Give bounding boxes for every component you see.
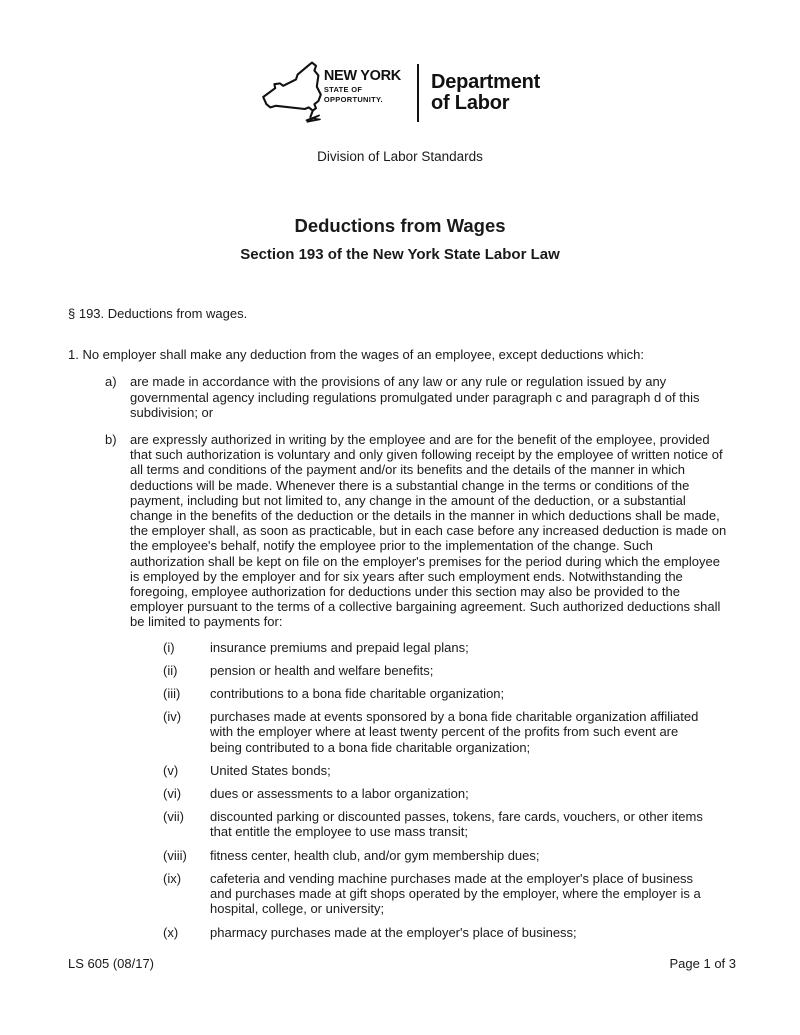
form-number: LS 605 (08/17) — [68, 956, 155, 971]
document-title: Deductions from Wages — [294, 215, 506, 236]
page-indicator: Page 1 of 3 — [669, 956, 736, 971]
list-item-ii — [68, 663, 734, 678]
item-text: contributions to a bona fide charitable organization; — [210, 686, 505, 702]
item-label: (iii) — [163, 686, 181, 702]
document-footer — [68, 956, 736, 971]
item-text: United States bonds; — [210, 762, 331, 778]
item-text: discounted parking or discounted passes, tokens, fare cards, vouchers, or other items that entitle the employee to use mass transit; — [210, 809, 703, 840]
item-label: (v) — [163, 762, 179, 778]
item-text: cafeteria and vending machine purchases made at the employer's place of business and purchases made at gift shops operated by the employer, where the employer is a hospital, college, or university; — [210, 870, 701, 917]
list-item-ix — [68, 871, 734, 917]
logo-department-name — [431, 72, 540, 114]
item-label: (ix) — [163, 870, 182, 886]
brand-newyork-label: NEW YORK — [323, 67, 401, 84]
list-item-x — [68, 925, 734, 940]
department-line2: of Labor — [430, 92, 510, 114]
list-item-i — [68, 640, 734, 655]
department-line1: Department — [430, 71, 541, 93]
document-subtitle: Section 193 of the New York State Labor Law — [240, 246, 560, 263]
list-item-iii — [68, 686, 734, 701]
item-text: dues or assessments to a labor organization; — [210, 786, 469, 802]
division-name: Division of Labor Standards — [317, 149, 483, 164]
clause-a — [68, 374, 734, 420]
list-item-v — [68, 763, 734, 778]
clause-a-text: are made in accordance with the provisions of any law or any rule or regulation issued by any governmental agency including regulations promulgated under paragraph c and paragraph d of this subdivision; or — [130, 374, 700, 420]
clause-b-text: are expressly authorized in writing by the employee and are for the benefit of the employee, provided that such authorization is voluntary and only given following receipt by the employee of written notice of all terms and conditions of the payment and/or its benefits and the details of the manner in which deductions will be made. Whenever there is a substantial change in the terms or conditions of the payment, including but not limited to, any change in the amount of the deduction, or a substantial change in the benefits of the deduction or the details in the manner in which deductions shall be made, the employer shall, as soon as practicable, but in each case before any increased deduction is made on the employee's behalf, notify the employee prior to the implementation of the change. Such authorization shall be kept on file on the employer's premises for the period during which the employee is employed by the employer and for six years after such employment ends. Notwithstanding the foregoing, employee authorization for deductions under this section may also be provided to the employer pursuant to the terms of a collective bargaining agreement. Such authorized deductions shall be limited to payments for: — [130, 432, 727, 630]
section-heading: § 193. Deductions from wages. — [68, 306, 248, 321]
list-item-viii — [68, 848, 734, 863]
clause-a-label: a) — [105, 374, 117, 390]
item-text: fitness center, health club, and/or gym membership dues; — [210, 847, 540, 863]
item-label: (vii) — [163, 809, 184, 825]
item-label: (ii) — [163, 662, 178, 678]
brand-stateof-label: STATE OF — [323, 84, 363, 94]
clause-b — [68, 432, 734, 630]
list-item-iv — [68, 709, 734, 755]
item-label: (vi) — [163, 786, 182, 802]
list-item-vii — [68, 809, 734, 839]
agency-logo — [0, 58, 800, 128]
item-label: (iv) — [163, 709, 182, 725]
item-label: (x) — [163, 924, 179, 940]
item-label: (i) — [163, 639, 175, 655]
logo-divider — [417, 64, 419, 122]
item-label: (viii) — [163, 847, 187, 863]
item-text: pharmacy purchases made at the employer's place of business; — [210, 924, 577, 940]
clause-b-label: b) — [105, 432, 117, 448]
logo-brand-text — [324, 69, 401, 104]
item-text: insurance premiums and prepaid legal plans; — [210, 639, 469, 655]
deduction-list — [68, 640, 734, 940]
brand-opportunity-label: OPPORTUNITY. — [323, 94, 383, 104]
item-text: purchases made at events sponsored by a bona fide charitable organization affiliated with the employer where at least twenty percent of the profits from such event are being contributed to a bona fide charitable organization; — [210, 709, 699, 755]
document-header — [0, 0, 800, 164]
intro-paragraph: 1. No employer shall make any deduction from the wages of an employee, except deductions which: — [68, 347, 644, 363]
document-body — [0, 306, 800, 940]
list-item-vi — [68, 786, 734, 801]
item-text: pension or health and welfare benefits; — [210, 662, 434, 678]
